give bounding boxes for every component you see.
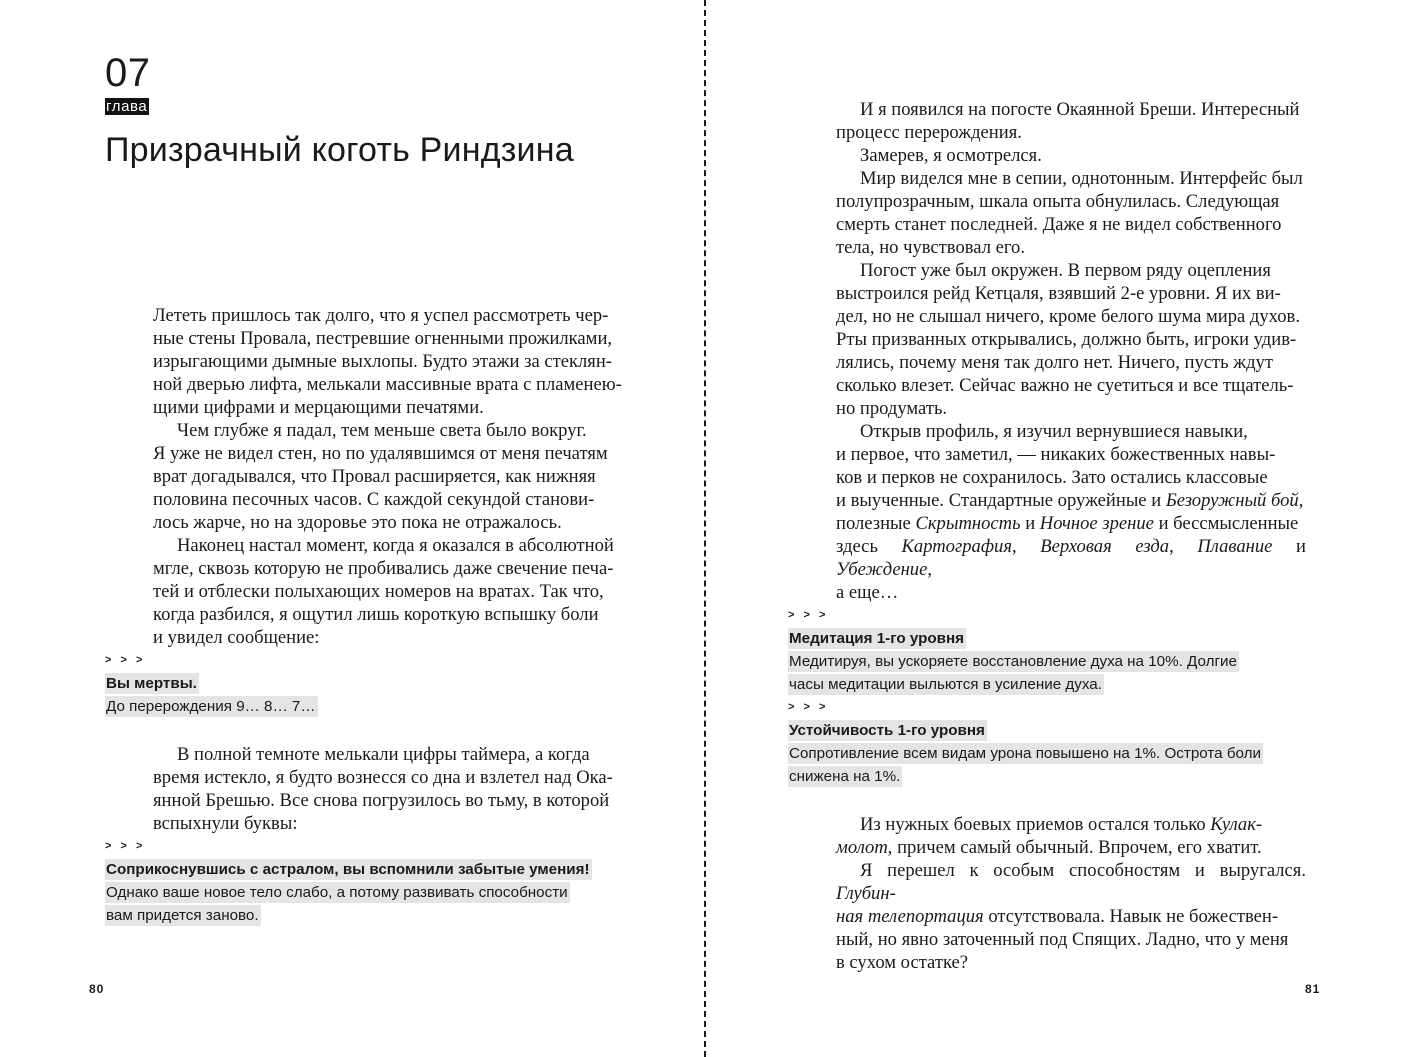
spacer <box>836 788 1306 813</box>
text-run: и <box>1020 513 1040 534</box>
text-line: тей и отблески полыхающих номеров на вратах. Так что, <box>153 581 604 602</box>
combat-paragraph <box>836 813 1306 859</box>
text-line: полупрозрачным, шкала опыта обнулилась. Следующая <box>836 191 1280 212</box>
right-text-column <box>788 98 1306 974</box>
paragraph <box>836 98 1306 144</box>
italic-term: Верховая езда <box>1040 536 1170 557</box>
skill-resilience <box>788 696 1308 788</box>
text-run: , <box>927 559 933 580</box>
chapter-title: Призрачный коготь Риндзина <box>105 131 574 169</box>
text-line: Чем глубже я падал, тем меньше света было вокруг. <box>177 420 587 441</box>
text-line: половина песочных часов. С каждой секундой станови- <box>153 489 595 510</box>
text-run: здесь <box>836 536 902 557</box>
right-page <box>706 0 1410 1057</box>
message-title-text: Устойчивость 1-го уровня <box>789 722 985 739</box>
message-line-text: снижена на 1%. <box>789 768 901 785</box>
text-line: Погост уже был окружен. В первом ряду оцепления <box>860 260 1271 281</box>
skill-meditation <box>788 604 1308 696</box>
text-line: лялись, почему меня так долго нет. Ничего, пусть ждут <box>836 352 1273 373</box>
text-line: Рты призванных открывались, должно быть, игроки удив- <box>836 329 1297 350</box>
message-marker: > > > <box>105 840 146 852</box>
message-marker: > > > <box>788 609 829 621</box>
text-run: ков и перков не сохранилось. Зато остались классовые <box>836 467 1268 488</box>
text-line: изрыгающими дымные выхлопы. Будто этажи за стеклян- <box>153 351 612 372</box>
right-paragraphs-1 <box>836 98 1306 420</box>
message-line-text: Сопротивление всем видам урона повышено на 1%. Острота боли <box>789 745 1262 762</box>
paragraph <box>153 304 623 419</box>
left-paragraphs-2 <box>153 743 623 835</box>
text-line: время истекло, я будто вознесся со дна и взлетел над Ока- <box>153 767 613 788</box>
left-text-column <box>105 304 623 927</box>
italic-term: Кулак- <box>1210 814 1263 835</box>
italic-term: Ночное зрение <box>1039 513 1154 534</box>
italic-term: Безоружный бой <box>1165 490 1299 511</box>
message-line <box>788 765 1308 788</box>
text-line: но продумать. <box>836 398 948 419</box>
italic-term: ная телепортация <box>836 906 984 927</box>
text-line: янной Брешью. Все снова погрузилось во тьму, в которой <box>153 790 610 811</box>
text-line: Я уже не видел стен, но по удалявшимся от меня печатям <box>153 443 608 464</box>
page-number: 80 <box>89 982 105 996</box>
text-line: мгле, сквозь которую не пробивались даже свечение печа- <box>153 558 614 579</box>
paragraph <box>836 167 1306 259</box>
text-run: Я перешел к особым способностям и выругался. <box>860 860 1306 881</box>
final-paragraph <box>836 859 1306 974</box>
text-line: ной дверью лифта, мелькали массивные врата с пламенею- <box>153 374 622 395</box>
paragraph <box>153 419 623 534</box>
message-title-text: Медитация 1-го уровня <box>789 630 965 647</box>
paragraph <box>836 813 1306 859</box>
text-run: , <box>1011 536 1041 557</box>
text-line: дел, но не слышал ничего, кроме белого шума мира духов. <box>836 306 1300 327</box>
text-line: ные стены Провала, пестревшие огненными прожилками, <box>153 328 613 349</box>
page-number: 81 <box>1305 982 1321 996</box>
paragraph <box>836 259 1306 420</box>
chapter-label: глава <box>106 98 148 115</box>
text-line: врат догадывался, что Провал расширяется, как нижняя <box>153 466 596 487</box>
text-line: и увидел сообщение: <box>153 627 320 648</box>
text-run: и выученные. Стандартные оружейные и <box>836 490 1166 511</box>
text-line: сколько влезет. Сейчас важно не суетиться и все тщатель- <box>836 375 1294 396</box>
message-title-text: Вы мертвы. <box>106 675 197 692</box>
text-line: вспыхнули буквы: <box>153 813 298 834</box>
italic-term: Скрытность <box>915 513 1021 534</box>
text-line: Лететь пришлось так долго, что я успел рассмотреть чер- <box>153 305 609 326</box>
chapter-number: 07 <box>105 51 151 95</box>
paragraph <box>836 144 1306 167</box>
text-run: в сухом остатке? <box>836 952 969 973</box>
message-title <box>788 719 1308 742</box>
message-line <box>105 881 625 904</box>
text-line: И я появился на погосте Окаянной Бреши. Интересный <box>860 99 1300 120</box>
text-run: отсутствовала. Навык не божествен- <box>983 906 1279 927</box>
paragraph <box>153 534 623 649</box>
text-run: полезные <box>836 513 916 534</box>
italic-term: Плавание <box>1197 536 1273 557</box>
message-line <box>788 673 1308 696</box>
italic-term: Картография <box>901 536 1012 557</box>
message-line-text: вам придется заново. <box>106 907 259 924</box>
text-run: и бессмысленные <box>1153 513 1299 534</box>
message-line <box>788 742 1308 765</box>
text-run: , <box>1169 536 1198 557</box>
paragraph <box>836 859 1306 974</box>
message-line <box>105 695 625 718</box>
message-line <box>788 650 1308 673</box>
text-line: В полной темноте мелькали цифры таймера, а когда <box>177 744 590 765</box>
message-marker: > > > <box>105 654 146 666</box>
text-line: лось жарче, но на здоровье это пока не отражалось. <box>153 512 562 533</box>
text-line: выстроился рейд Кетцаля, взявший 2-е уровни. Я их ви- <box>836 283 1281 304</box>
text-run: Из нужных боевых приемов остался только <box>860 814 1211 835</box>
text-line: Мир виделся мне в сепии, однотонным. Интерфейс был <box>860 168 1303 189</box>
paragraph <box>836 420 1306 604</box>
text-line: процесс перерождения. <box>836 122 1022 143</box>
message-title <box>788 627 1308 650</box>
italic-term: Убеждение <box>836 559 928 580</box>
italic-term: молот <box>836 837 888 858</box>
text-run: , <box>1298 490 1304 511</box>
astral-message <box>105 835 625 927</box>
text-run: и <box>1272 536 1306 557</box>
text-line: смерть станет последней. Даже я не видел собственного <box>836 214 1282 235</box>
paragraph <box>153 743 623 835</box>
italic-term: Глубин- <box>836 883 896 904</box>
text-line: когда разбился, я ощутил лишь короткую вспышку боли <box>153 604 599 625</box>
skills-paragraph <box>836 420 1306 604</box>
left-paragraphs-1 <box>153 304 623 649</box>
text-run: а еще… <box>836 582 899 603</box>
message-title-text: Соприкоснувшись с астралом, вы вспомнили забытые умения! <box>106 861 590 878</box>
death-message <box>105 649 625 718</box>
text-run: Открыв профиль, я изучил вернувшиеся навыки, <box>860 421 1248 442</box>
message-line-text: Однако ваше новое тело слабо, а потому развивать способности <box>106 884 568 901</box>
message-marker: > > > <box>788 701 829 713</box>
text-line: тела, но чувствовал его. <box>836 237 1025 258</box>
message-line-text: Медитируя, вы ускоряете восстановление духа на 10%. Долгие <box>789 653 1237 670</box>
spacer <box>153 718 623 743</box>
text-line: щими цифрами и мерцающими печатями. <box>153 397 484 418</box>
message-line <box>105 904 625 927</box>
text-run: , причем самый обычный. Впрочем, его хватит. <box>887 837 1262 858</box>
message-title <box>105 858 625 881</box>
message-line-text: часы медитации выльются в усиление духа. <box>789 676 1102 693</box>
message-line-text: До перерождения 9… 8… 7… <box>106 698 316 715</box>
text-line: Наконец настал момент, когда я оказался в абсолютной <box>177 535 614 556</box>
left-page <box>0 0 704 1057</box>
message-title <box>105 672 625 695</box>
text-run: и первое, что заметил, — никаких божественных навы- <box>836 444 1276 465</box>
text-line: Замерев, я осмотрелся. <box>860 145 1042 166</box>
text-run: ный, но явно заточенный под Спящих. Ладно, что у меня <box>836 929 1289 950</box>
